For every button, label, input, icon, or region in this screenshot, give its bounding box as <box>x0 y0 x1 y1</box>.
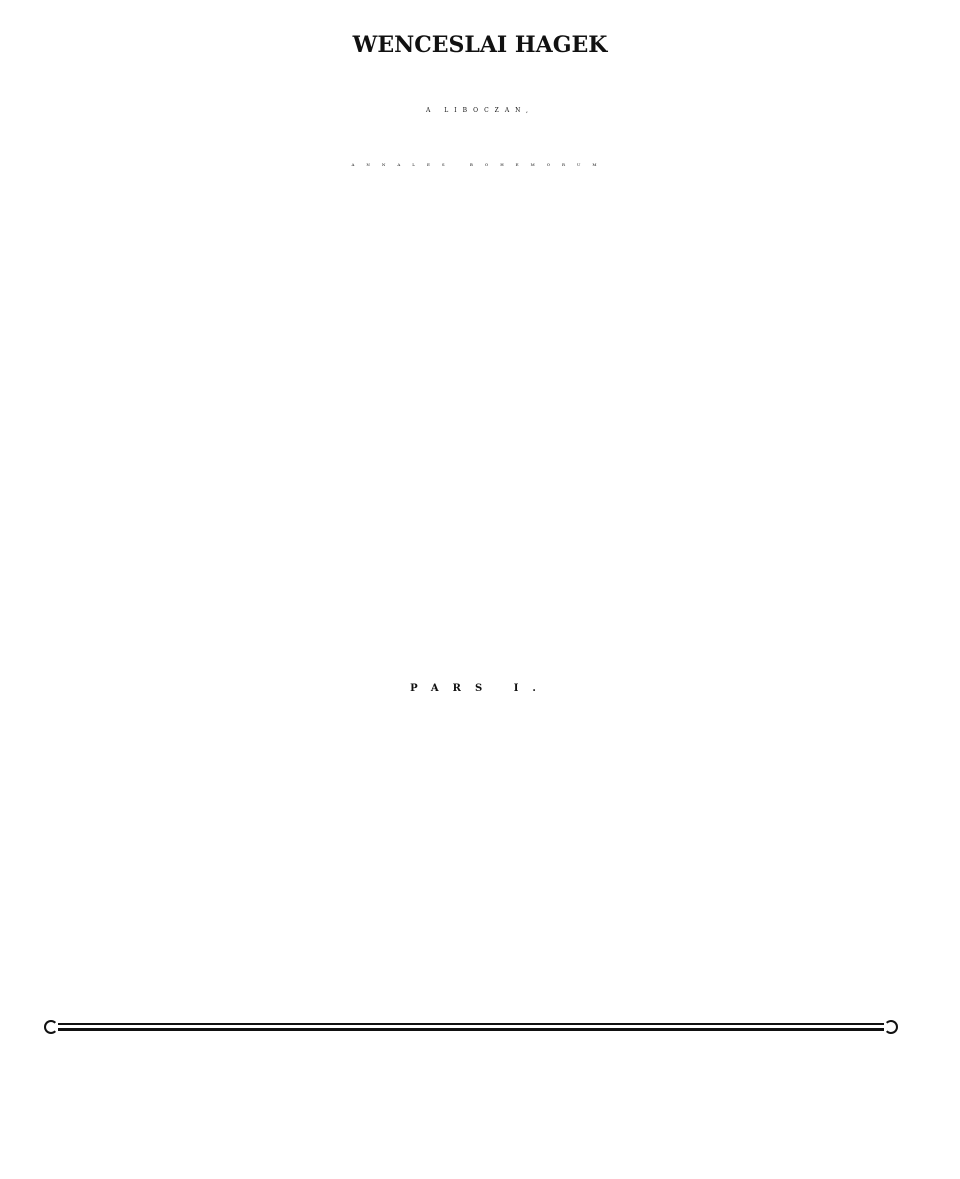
work-title: ANNALES BOHEMORUM <box>351 162 609 167</box>
author-name: WENCESLAI HAGEK <box>352 32 608 58</box>
author-origin: A LIBOCZAN, <box>426 107 534 114</box>
part-heading: PARS I. <box>410 683 550 694</box>
ornamental-rule <box>44 1020 898 1034</box>
